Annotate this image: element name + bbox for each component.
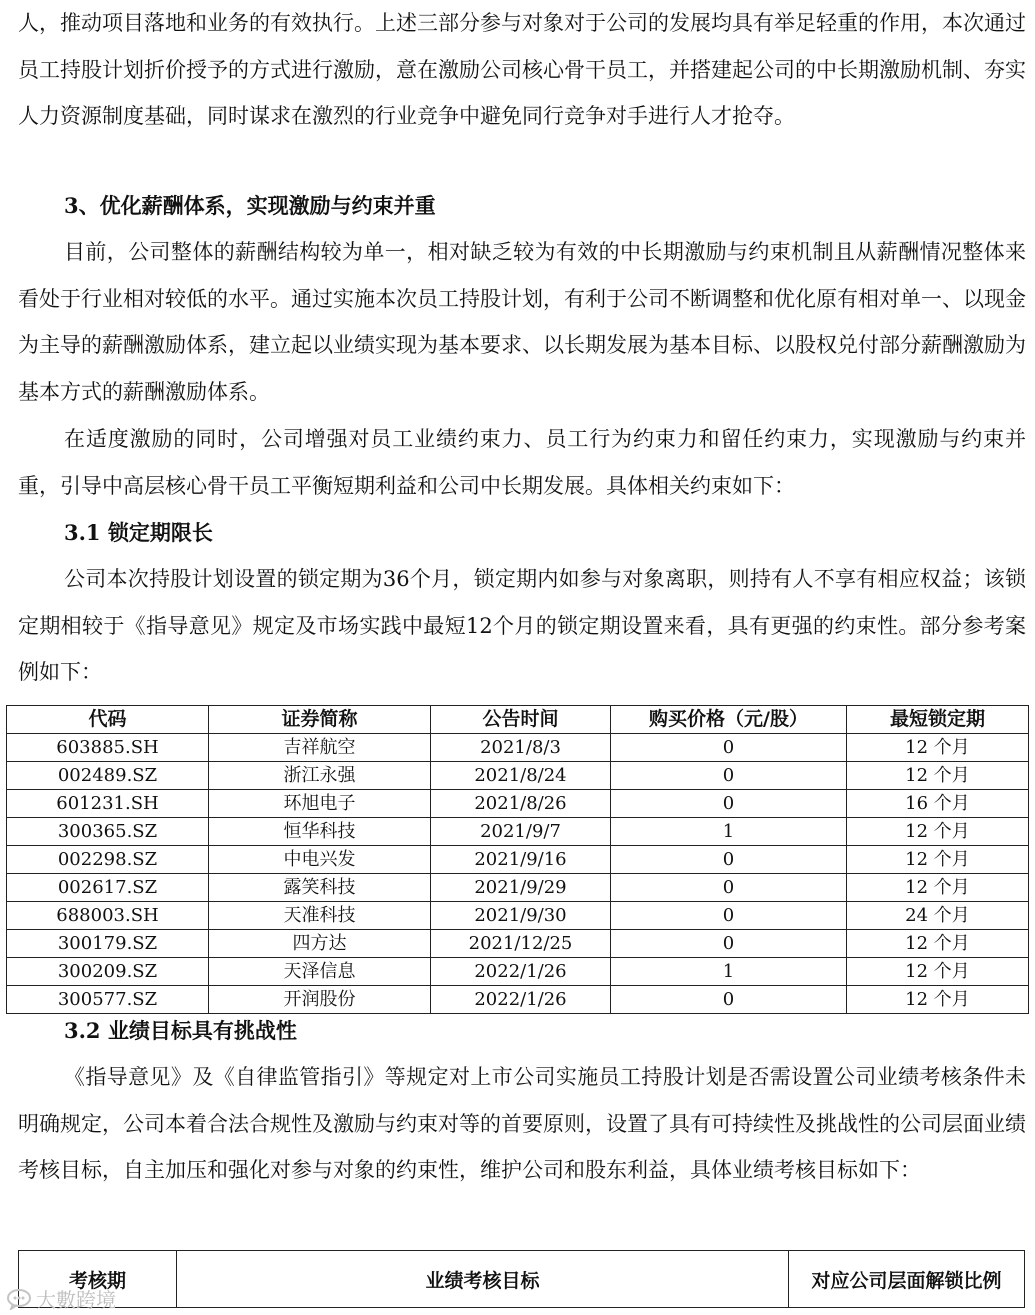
cell-lock-period: 12 个月 <box>847 986 1029 1014</box>
watermark-text: 大數跨境 <box>36 1288 116 1312</box>
cell-date: 2021/9/16 <box>431 846 611 874</box>
cell-name: 露笑科技 <box>209 874 431 902</box>
cell-lock-period: 12 个月 <box>847 734 1029 762</box>
performance-target-table <box>18 1250 1025 1308</box>
table-row <box>7 790 1029 818</box>
table-header-row <box>7 706 1029 734</box>
cell-price: 0 <box>611 930 847 958</box>
table-row <box>7 930 1029 958</box>
cell-code: 300577.SZ <box>7 986 209 1014</box>
cell-lock-period: 12 个月 <box>847 762 1029 790</box>
cell-name: 环旭电子 <box>209 790 431 818</box>
cell-code: 300209.SZ <box>7 958 209 986</box>
cell-price: 0 <box>611 734 847 762</box>
cell-date: 2021/8/26 <box>431 790 611 818</box>
paragraph-constraint: 在适度激励的同时，公司增强对员工业绩约束力、员工行为约束力和留任约束力，实现激励与约束并重，引导中高层核心骨干员工平衡短期利益和公司中长期发展。具体相关约束如下： <box>18 427 1026 498</box>
cell-name: 恒华科技 <box>209 818 431 846</box>
cell-lock-period: 12 个月 <box>847 846 1029 874</box>
cell-price: 0 <box>611 986 847 1014</box>
cell-name: 天泽信息 <box>209 958 431 986</box>
header-unlock-ratio: 对应公司层面解锁比例 <box>789 1251 1025 1308</box>
table-row <box>7 734 1029 762</box>
cell-date: 2021/9/7 <box>431 818 611 846</box>
header-date: 公告时间 <box>431 706 611 734</box>
heading-optimize-compensation: 3、优化薪酬体系，实现激励与约束并重 <box>64 193 436 218</box>
cell-code: 688003.SH <box>7 902 209 930</box>
cell-name: 浙江永强 <box>209 762 431 790</box>
cell-lock-period: 12 个月 <box>847 818 1029 846</box>
table-header-row <box>19 1251 1025 1308</box>
cell-code: 002489.SZ <box>7 762 209 790</box>
cell-name: 四方达 <box>209 930 431 958</box>
cell-price: 1 <box>611 818 847 846</box>
cell-date: 2021/9/30 <box>431 902 611 930</box>
table-row <box>7 902 1029 930</box>
cell-price: 0 <box>611 846 847 874</box>
cell-name: 吉祥航空 <box>209 734 431 762</box>
cell-code: 002298.SZ <box>7 846 209 874</box>
cell-date: 2021/8/3 <box>431 734 611 762</box>
cell-lock-period: 12 个月 <box>847 874 1029 902</box>
cell-name: 天准科技 <box>209 902 431 930</box>
heading-lock-period: 3.1 锁定期限长 <box>64 520 213 545</box>
cell-code: 300179.SZ <box>7 930 209 958</box>
cell-price: 0 <box>611 762 847 790</box>
cell-price: 0 <box>611 874 847 902</box>
speech-bubble-icon <box>6 1288 32 1310</box>
watermark <box>6 1284 116 1313</box>
cell-lock-period: 24 个月 <box>847 902 1029 930</box>
table-row <box>7 818 1029 846</box>
table-row <box>7 762 1029 790</box>
cell-date: 2022/1/26 <box>431 958 611 986</box>
header-name: 证券简称 <box>209 706 431 734</box>
header-performance-target: 业绩考核目标 <box>177 1251 789 1308</box>
header-code: 代码 <box>7 706 209 734</box>
cell-date: 2021/8/24 <box>431 762 611 790</box>
cell-code: 601231.SH <box>7 790 209 818</box>
cell-code: 300365.SZ <box>7 818 209 846</box>
cell-date: 2021/12/25 <box>431 930 611 958</box>
heading-performance-target: 3.2 业绩目标具有挑战性 <box>64 1018 297 1043</box>
cell-name: 中电兴发 <box>209 846 431 874</box>
cell-price: 0 <box>611 902 847 930</box>
cell-code: 603885.SH <box>7 734 209 762</box>
table-row <box>7 986 1029 1014</box>
cell-lock-period: 16 个月 <box>847 790 1029 818</box>
cell-code: 002617.SZ <box>7 874 209 902</box>
table-row <box>7 846 1029 874</box>
cell-date: 2021/9/29 <box>431 874 611 902</box>
lock-period-table <box>6 705 1029 1014</box>
header-lock-period: 最短锁定期 <box>847 706 1029 734</box>
cell-price: 1 <box>611 958 847 986</box>
cell-lock-period: 12 个月 <box>847 930 1029 958</box>
cell-price: 0 <box>611 790 847 818</box>
cell-name: 开润股份 <box>209 986 431 1014</box>
paragraph-lock-period: 公司本次持股计划设置的锁定期为36个月，锁定期内如参与对象离职，则持有人不享有相应权益；该锁定期相较于《指导意见》规定及市场实践中最短12个月的锁定期设置来看，具有更强的约束性。部分参考案例如下： <box>18 567 1026 684</box>
header-price: 购买价格（元/股） <box>611 706 847 734</box>
cell-date: 2022/1/26 <box>431 986 611 1014</box>
paragraph-compensation: 目前，公司整体的薪酬结构较为单一，相对缺乏较为有效的中长期激励与约束机制且从薪酬情况整体来看处于行业相对较低的水平。通过实施本次员工持股计划，有利于公司不断调整和优化原有相对单一、以现金为主导的薪酬激励体系，建立起以业绩实现为基本要求、以长期发展为基本目标、以股权兑付部分薪酬激励为基本方式的薪酬激励体系。 <box>18 240 1026 404</box>
cell-lock-period: 12 个月 <box>847 958 1029 986</box>
paragraph-performance-target: 《指导意见》及《自律监管指引》等规定对上市公司实施员工持股计划是否需设置公司业绩考核条件未明确规定，公司本着合法合规性及激励与约束对等的首要原则，设置了具有可持续性及挑战性的公司层面业绩考核目标，自主加压和强化对参与对象的约束性，维护公司和股东利益，具体业绩考核目标如下： <box>18 1065 1026 1182</box>
table-row <box>7 958 1029 986</box>
header-assessment-period: 考核期 <box>19 1251 177 1308</box>
paragraph-participants: 人，推动项目落地和业务的有效执行。上述三部分参与对象对于公司的发展均具有举足轻重的作用，本次通过员工持股计划折价授予的方式进行激励，意在激励公司核心骨干员工，并搭建起公司的中长期激励机制、夯实人力资源制度基础，同时谋求在激烈的行业竞争中避免同行竞争对手进行人才抢夺。 <box>18 11 1026 128</box>
table-row <box>7 874 1029 902</box>
